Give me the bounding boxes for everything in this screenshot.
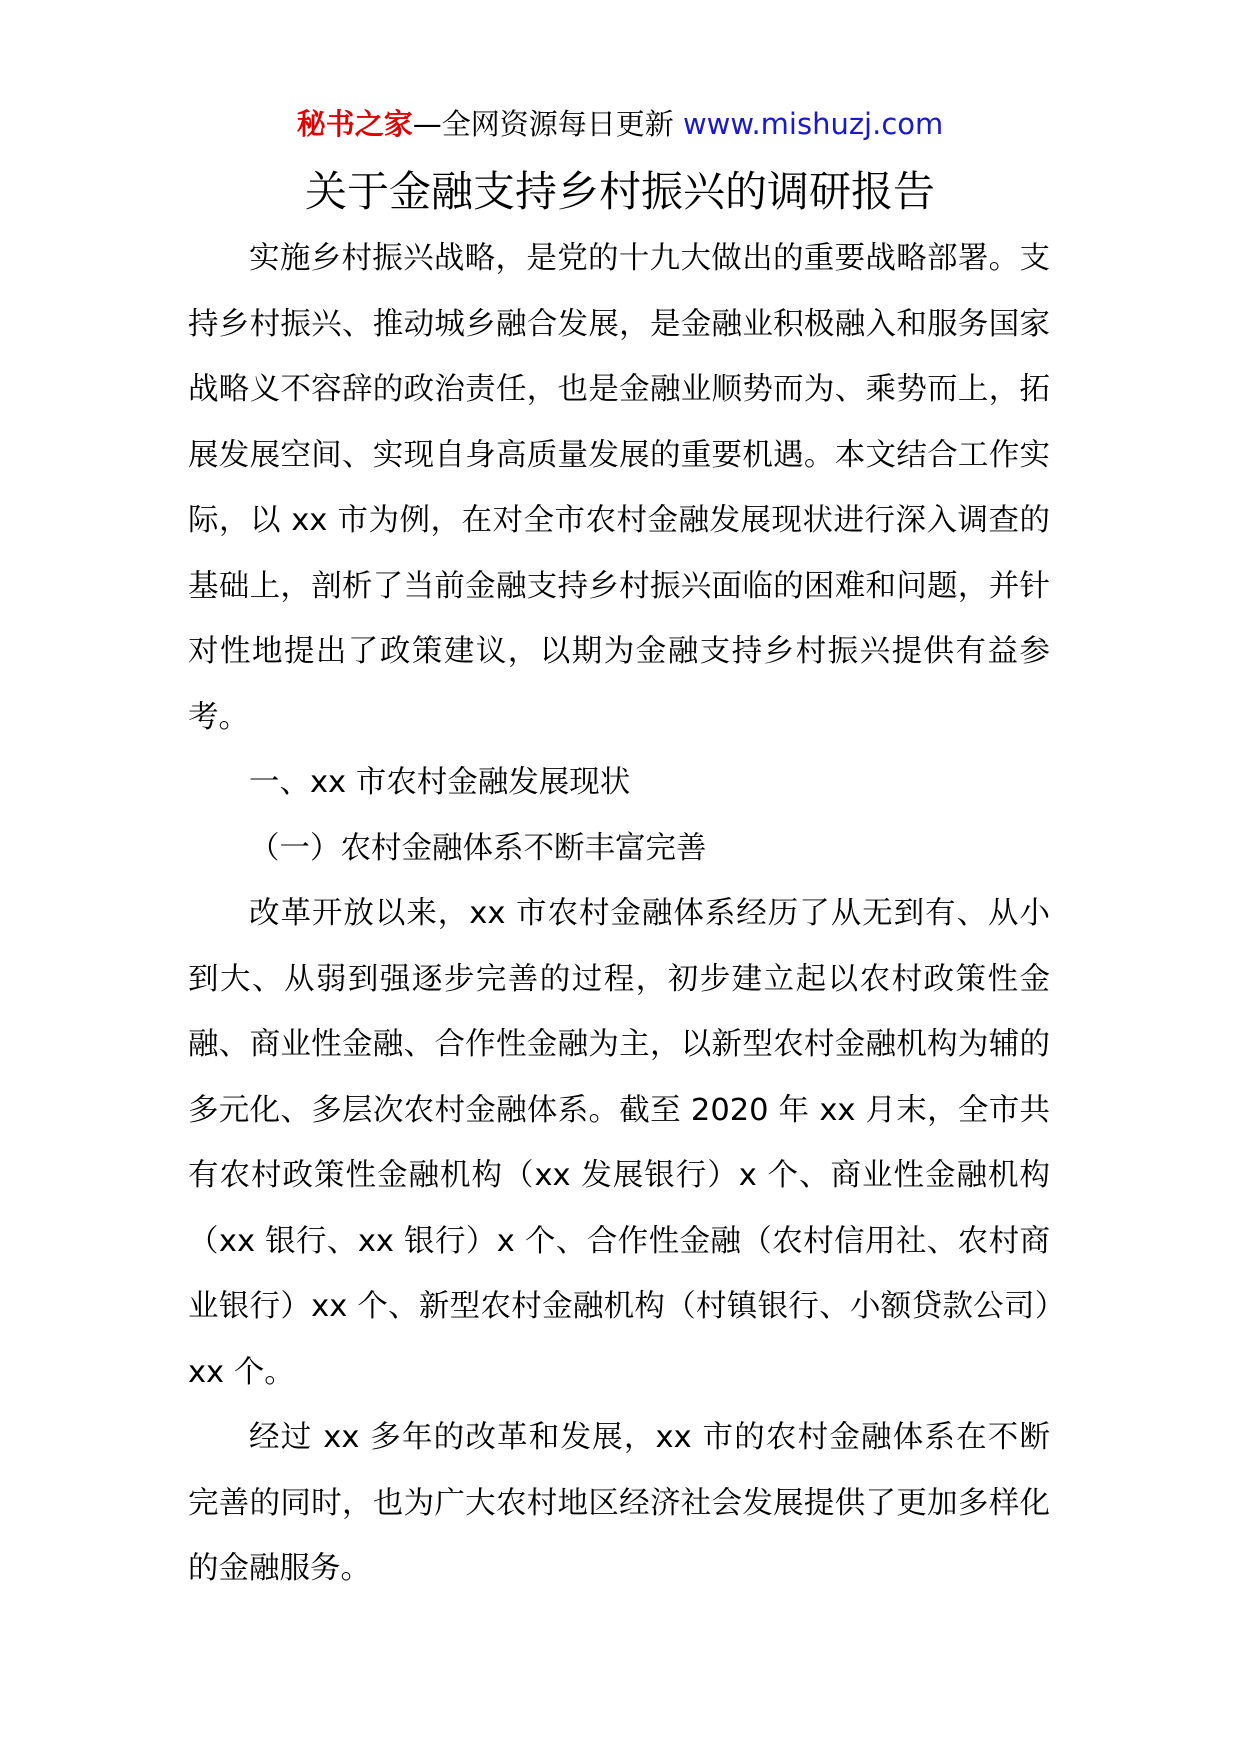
site-header xyxy=(0,104,1240,144)
document-title: 关于金融支持乡村振兴的调研报告 xyxy=(304,167,935,216)
body-paragraph: 经过 xx 多年的改革和发展，xx 市的农村金融体系在不断完善的同时，也为广大农村地区经济社会发展提供了更加多样化的金融服务。 xyxy=(188,1420,1050,1586)
brand-name: 秘书之家 xyxy=(296,107,413,141)
document-body xyxy=(188,226,1050,1602)
site-url-link[interactable]: www.mishuzj.com xyxy=(682,107,944,141)
section-heading-1: 一、xx 市农村金融发展现状 xyxy=(249,765,631,800)
subsection-heading-1: （一）农村金融体系不断丰富完善 xyxy=(249,830,707,866)
header-tagline: —全网资源每日更新 xyxy=(412,107,674,141)
intro-paragraph: 实施乡村振兴战略，是党的十九大做出的重要战略部署。支持乡村振兴、推动城乡融合发展，是金融业积极融入和服务国家战略义不容辞的政治责任，也是金融业顺势而为、乘势而上，拓展发展空间、实现自身高质量发展的重要机遇。本文结合工作实际，以 xx 市为例，在对全市农村金融发展现状进行深入调查的基础上，剖析了当前金融支持乡村振兴面临的困难和问题，并针对性地提出了政策建议，以期为金融支持乡村振兴提供有益参考。 xyxy=(188,241,1050,735)
body-paragraph: 改革开放以来，xx 市农村金融体系经历了从无到有、从小到大、从弱到强逐步完善的过程，初步建立起以农村政策性金融、商业性金融、合作性金融为主，以新型农村金融机构为辅的多元化、多层次农村金融体系。截至 2020 年 xx 月末，全市共有农村政策性金融机构（xx 发展银行）x 个、商业性金融机构（xx 银行、xx 银行）x 个、合作性金融（农村信用社、农村商业银行）xx 个、新型农村金融机构（村镇银行、小额贷款公司）xx 个。 xyxy=(188,896,1050,1390)
